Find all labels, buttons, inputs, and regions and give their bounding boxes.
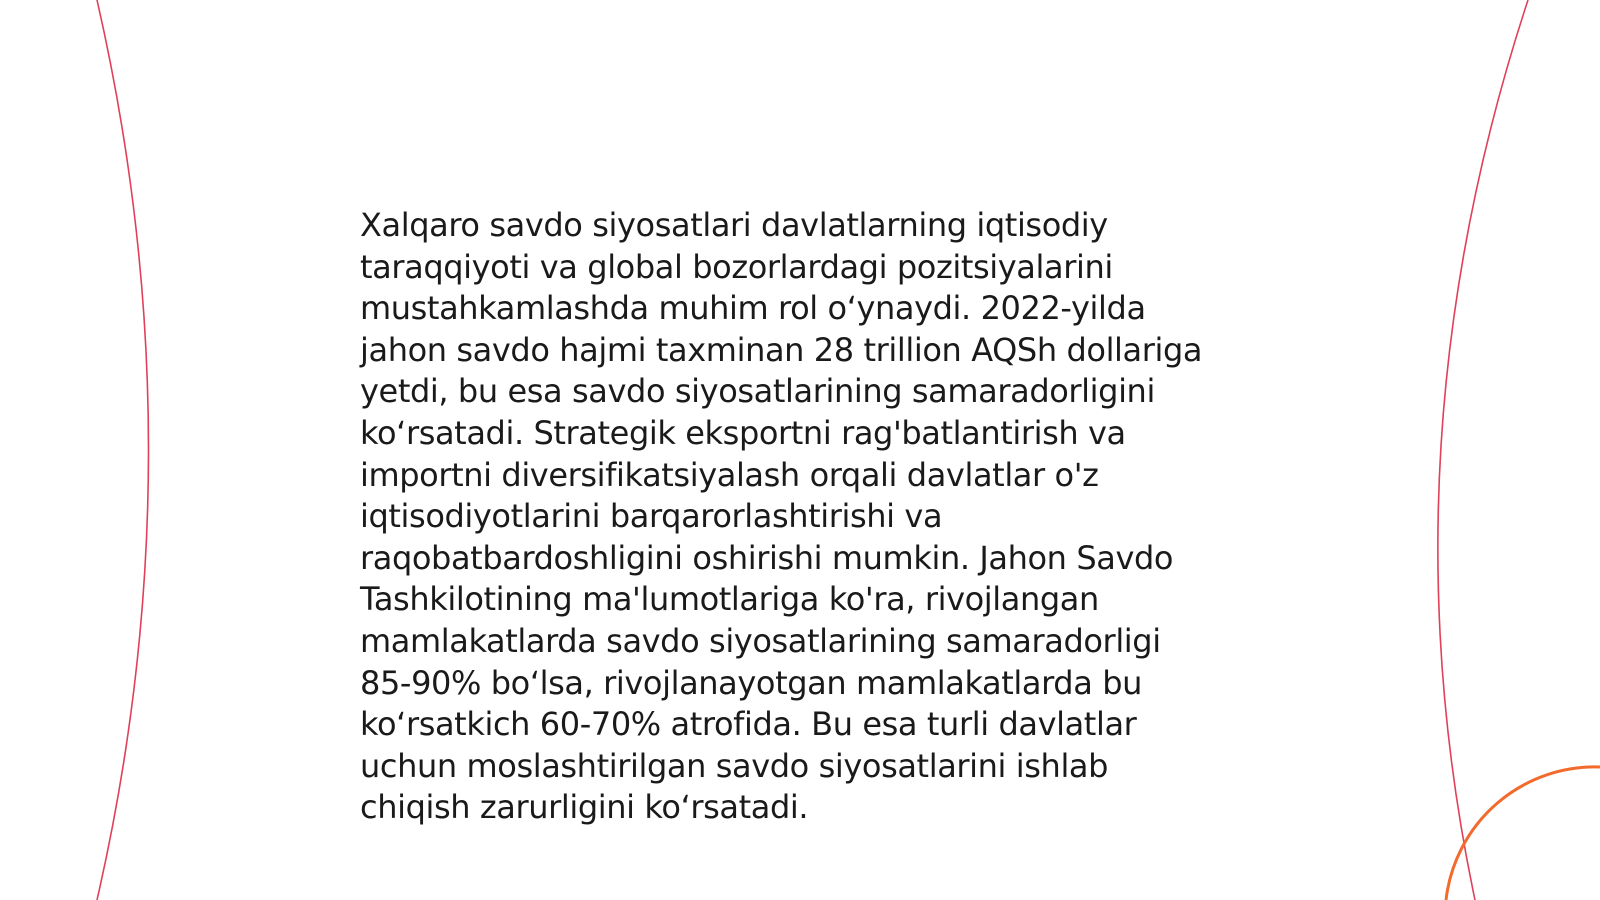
corner-arc bbox=[1446, 767, 1600, 900]
text-line: jahon savdo hajmi taxminan 28 trillion AQSh dollariga bbox=[360, 330, 1203, 369]
right-curve-line bbox=[1438, 0, 1528, 900]
text-line: 85-90% bo‘lsa, rivojlanayotgan mamlakatlarda bu bbox=[360, 663, 1142, 702]
left-curve-line bbox=[97, 0, 149, 900]
body-paragraph bbox=[360, 205, 1260, 829]
text-line: ko‘rsatkich 60-70% atrofida. Bu esa turli davlatlar bbox=[360, 705, 1137, 744]
text-line: chiqish zarurligini ko‘rsatadi. bbox=[360, 788, 809, 827]
text-line: Xalqaro savdo siyosatlari davlatlarning iqtisodiy bbox=[360, 206, 1108, 244]
text-line: iqtisodiyotlarini barqarorlashtirishi va bbox=[360, 497, 943, 536]
text-line: ko‘rsatadi. Strategik eksportni rag'batlantirish va bbox=[360, 413, 1126, 452]
text-line: Tashkilotining ma'lumotlariga ko'ra, rivojlangan bbox=[360, 580, 1099, 619]
text-line: yetdi, bu esa savdo siyosatlarining samaradorligini bbox=[360, 372, 1155, 411]
text-line: importni diversifikatsiyalash orqali davlatlar o'z bbox=[360, 455, 1099, 494]
text-line: mamlakatlarda savdo siyosatlarining samaradorligi bbox=[360, 621, 1161, 660]
text-line: uchun moslashtirilgan savdo siyosatlarini ishlab bbox=[360, 746, 1109, 785]
text-line: mustahkamlashda muhim rol o‘ynaydi. 2022-yilda bbox=[360, 289, 1146, 328]
text-line: raqobatbardoshligini oshirishi mumkin. Jahon Savdo bbox=[360, 538, 1174, 577]
text-line: taraqqiyoti va global bozorlardagi pozitsiyalarini bbox=[360, 247, 1113, 286]
